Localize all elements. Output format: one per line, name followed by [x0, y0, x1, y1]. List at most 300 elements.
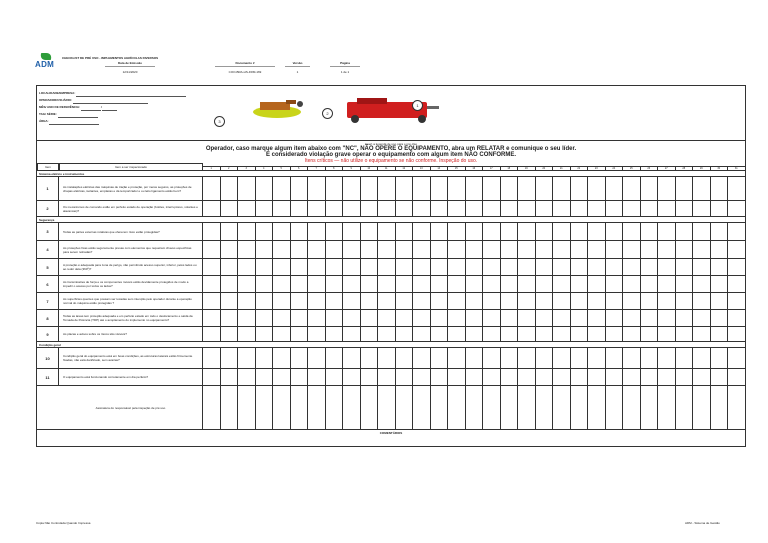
check-cell[interactable] — [588, 241, 606, 258]
check-cell[interactable] — [361, 327, 379, 341]
check-cell[interactable] — [343, 276, 361, 292]
check-cell[interactable] — [343, 310, 361, 326]
check-cell[interactable] — [431, 276, 449, 292]
check-cell[interactable] — [238, 348, 256, 368]
check-cell[interactable] — [623, 348, 641, 368]
check-cell[interactable] — [431, 369, 449, 385]
check-cell[interactable] — [256, 223, 274, 240]
check-cell[interactable] — [711, 241, 729, 258]
check-cell[interactable] — [571, 369, 589, 385]
check-cell[interactable] — [466, 276, 484, 292]
check-cell[interactable] — [396, 223, 414, 240]
check-cell[interactable] — [343, 177, 361, 200]
check-cell[interactable] — [676, 241, 694, 258]
check-cell[interactable] — [273, 348, 291, 368]
check-cell[interactable] — [658, 348, 676, 368]
signature-cell[interactable] — [588, 386, 606, 429]
check-cell[interactable] — [623, 177, 641, 200]
check-cell[interactable] — [693, 293, 711, 309]
check-cell[interactable] — [676, 276, 694, 292]
check-cell[interactable] — [641, 259, 659, 275]
check-cell[interactable] — [413, 276, 431, 292]
check-cell[interactable] — [641, 369, 659, 385]
signature-cell[interactable] — [221, 386, 239, 429]
check-cell[interactable] — [693, 223, 711, 240]
check-cell[interactable] — [501, 201, 519, 216]
check-cell[interactable] — [623, 310, 641, 326]
check-cell[interactable] — [693, 241, 711, 258]
check-cell[interactable] — [623, 293, 641, 309]
check-cell[interactable] — [728, 241, 746, 258]
check-cell[interactable] — [378, 310, 396, 326]
check-cell[interactable] — [641, 223, 659, 240]
check-cell[interactable] — [676, 259, 694, 275]
check-cell[interactable] — [431, 241, 449, 258]
check-cell[interactable] — [256, 310, 274, 326]
signature-cell[interactable] — [396, 386, 414, 429]
check-cell[interactable] — [571, 327, 589, 341]
check-cell[interactable] — [711, 310, 729, 326]
check-cell[interactable] — [413, 310, 431, 326]
check-cell[interactable] — [676, 201, 694, 216]
check-cell[interactable] — [256, 177, 274, 200]
check-cell[interactable] — [518, 327, 536, 341]
check-cell[interactable] — [308, 259, 326, 275]
check-cell[interactable] — [536, 259, 554, 275]
check-cell[interactable] — [606, 259, 624, 275]
check-cell[interactable] — [501, 177, 519, 200]
check-cell[interactable] — [571, 201, 589, 216]
check-cell[interactable] — [553, 369, 571, 385]
signature-cell[interactable] — [536, 386, 554, 429]
check-cell[interactable] — [518, 276, 536, 292]
signature-cell[interactable] — [291, 386, 309, 429]
check-cell[interactable] — [588, 201, 606, 216]
check-cell[interactable] — [221, 276, 239, 292]
signature-cell[interactable] — [238, 386, 256, 429]
check-cell[interactable] — [308, 348, 326, 368]
check-cell[interactable] — [606, 293, 624, 309]
check-cell[interactable] — [308, 293, 326, 309]
check-cell[interactable] — [693, 177, 711, 200]
check-cell[interactable] — [448, 241, 466, 258]
signature-cell[interactable] — [273, 386, 291, 429]
check-cell[interactable] — [501, 327, 519, 341]
check-cell[interactable] — [343, 369, 361, 385]
check-cell[interactable] — [658, 327, 676, 341]
check-cell[interactable] — [711, 201, 729, 216]
check-cell[interactable] — [728, 177, 746, 200]
check-cell[interactable] — [361, 276, 379, 292]
check-cell[interactable] — [623, 223, 641, 240]
check-cell[interactable] — [361, 177, 379, 200]
check-cell[interactable] — [641, 201, 659, 216]
field-area[interactable] — [39, 118, 186, 125]
check-cell[interactable] — [291, 259, 309, 275]
check-cell[interactable] — [711, 293, 729, 309]
check-cell[interactable] — [431, 177, 449, 200]
check-cell[interactable] — [553, 327, 571, 341]
signature-cell[interactable] — [728, 386, 746, 429]
check-cell[interactable] — [273, 177, 291, 200]
check-cell[interactable] — [466, 223, 484, 240]
check-cell[interactable] — [483, 259, 501, 275]
check-cell[interactable] — [238, 310, 256, 326]
check-cell[interactable] — [711, 327, 729, 341]
check-cell[interactable] — [448, 293, 466, 309]
check-cell[interactable] — [256, 293, 274, 309]
check-cell[interactable] — [623, 241, 641, 258]
check-cell[interactable] — [448, 348, 466, 368]
check-cell[interactable] — [641, 348, 659, 368]
signature-cell[interactable] — [606, 386, 624, 429]
check-cell[interactable] — [343, 259, 361, 275]
check-cell[interactable] — [413, 369, 431, 385]
check-cell[interactable] — [483, 241, 501, 258]
check-cell[interactable] — [658, 310, 676, 326]
check-cell[interactable] — [658, 293, 676, 309]
check-cell[interactable] — [291, 327, 309, 341]
check-cell[interactable] — [256, 276, 274, 292]
check-cell[interactable] — [308, 369, 326, 385]
check-cell[interactable] — [238, 177, 256, 200]
field-line[interactable] — [49, 124, 99, 125]
check-cell[interactable] — [431, 327, 449, 341]
check-cell[interactable] — [308, 327, 326, 341]
check-cell[interactable] — [553, 310, 571, 326]
check-cell[interactable] — [658, 276, 676, 292]
check-cell[interactable] — [623, 259, 641, 275]
check-cell[interactable] — [378, 177, 396, 200]
check-cell[interactable] — [483, 276, 501, 292]
check-cell[interactable] — [396, 177, 414, 200]
check-cell[interactable] — [483, 310, 501, 326]
check-cell[interactable] — [711, 276, 729, 292]
signature-cell[interactable] — [256, 386, 274, 429]
signature-cell[interactable] — [571, 386, 589, 429]
check-cell[interactable] — [623, 327, 641, 341]
check-cell[interactable] — [308, 276, 326, 292]
check-cell[interactable] — [221, 327, 239, 341]
check-cell[interactable] — [431, 201, 449, 216]
check-cell[interactable] — [378, 348, 396, 368]
field-operator[interactable] — [39, 97, 186, 104]
check-cell[interactable] — [203, 327, 221, 341]
check-cell[interactable] — [623, 369, 641, 385]
check-cell[interactable] — [203, 241, 221, 258]
check-cell[interactable] — [273, 310, 291, 326]
check-cell[interactable] — [658, 369, 676, 385]
check-cell[interactable] — [291, 201, 309, 216]
check-cell[interactable] — [466, 293, 484, 309]
check-cell[interactable] — [501, 310, 519, 326]
check-cell[interactable] — [483, 293, 501, 309]
check-cell[interactable] — [361, 310, 379, 326]
check-cell[interactable] — [658, 241, 676, 258]
check-cell[interactable] — [553, 276, 571, 292]
check-cell[interactable] — [641, 327, 659, 341]
check-cell[interactable] — [203, 276, 221, 292]
check-cell[interactable] — [571, 259, 589, 275]
check-cell[interactable] — [273, 201, 291, 216]
check-cell[interactable] — [326, 259, 344, 275]
check-cell[interactable] — [483, 201, 501, 216]
check-cell[interactable] — [396, 241, 414, 258]
check-cell[interactable] — [536, 369, 554, 385]
check-cell[interactable] — [448, 276, 466, 292]
check-cell[interactable] — [518, 310, 536, 326]
check-cell[interactable] — [256, 259, 274, 275]
check-cell[interactable] — [326, 348, 344, 368]
check-cell[interactable] — [326, 201, 344, 216]
check-cell[interactable] — [273, 293, 291, 309]
check-cell[interactable] — [588, 327, 606, 341]
check-cell[interactable] — [571, 310, 589, 326]
signature-cell[interactable] — [378, 386, 396, 429]
check-cell[interactable] — [606, 369, 624, 385]
check-cell[interactable] — [588, 348, 606, 368]
check-cell[interactable] — [256, 327, 274, 341]
check-cell[interactable] — [221, 223, 239, 240]
check-cell[interactable] — [326, 241, 344, 258]
check-cell[interactable] — [238, 223, 256, 240]
check-cell[interactable] — [221, 241, 239, 258]
signature-cell[interactable] — [658, 386, 676, 429]
check-cell[interactable] — [676, 177, 694, 200]
signature-cell[interactable] — [553, 386, 571, 429]
check-cell[interactable] — [343, 348, 361, 368]
check-cell[interactable] — [553, 259, 571, 275]
check-cell[interactable] — [273, 369, 291, 385]
check-cell[interactable] — [273, 276, 291, 292]
check-cell[interactable] — [448, 201, 466, 216]
check-cell[interactable] — [553, 348, 571, 368]
check-cell[interactable] — [641, 276, 659, 292]
check-cell[interactable] — [693, 310, 711, 326]
check-cell[interactable] — [326, 369, 344, 385]
check-cell[interactable] — [361, 348, 379, 368]
check-cell[interactable] — [291, 177, 309, 200]
check-cell[interactable] — [413, 259, 431, 275]
check-cell[interactable] — [466, 327, 484, 341]
check-cell[interactable] — [623, 276, 641, 292]
check-cell[interactable] — [483, 177, 501, 200]
check-cell[interactable] — [256, 201, 274, 216]
check-cell[interactable] — [518, 223, 536, 240]
check-cell[interactable] — [588, 223, 606, 240]
check-cell[interactable] — [238, 327, 256, 341]
check-cell[interactable] — [658, 177, 676, 200]
signature-cell[interactable] — [343, 386, 361, 429]
check-cell[interactable] — [203, 201, 221, 216]
field-tag[interactable] — [39, 111, 186, 118]
check-cell[interactable] — [483, 327, 501, 341]
check-cell[interactable] — [431, 293, 449, 309]
check-cell[interactable] — [378, 223, 396, 240]
field-location[interactable] — [39, 90, 186, 97]
check-cell[interactable] — [448, 310, 466, 326]
check-cell[interactable] — [536, 348, 554, 368]
check-cell[interactable] — [343, 241, 361, 258]
check-cell[interactable] — [326, 293, 344, 309]
check-cell[interactable] — [483, 223, 501, 240]
check-cell[interactable] — [606, 223, 624, 240]
check-cell[interactable] — [431, 223, 449, 240]
check-cell[interactable] — [396, 310, 414, 326]
check-cell[interactable] — [256, 348, 274, 368]
check-cell[interactable] — [606, 276, 624, 292]
check-cell[interactable] — [396, 293, 414, 309]
check-cell[interactable] — [728, 201, 746, 216]
check-cell[interactable] — [343, 327, 361, 341]
check-cell[interactable] — [238, 259, 256, 275]
check-cell[interactable] — [221, 259, 239, 275]
check-cell[interactable] — [361, 223, 379, 240]
check-cell[interactable] — [448, 327, 466, 341]
check-cell[interactable] — [571, 223, 589, 240]
check-cell[interactable] — [711, 348, 729, 368]
check-cell[interactable] — [606, 310, 624, 326]
check-cell[interactable] — [203, 348, 221, 368]
check-cell[interactable] — [728, 223, 746, 240]
check-cell[interactable] — [606, 241, 624, 258]
check-cell[interactable] — [518, 259, 536, 275]
check-cell[interactable] — [536, 276, 554, 292]
check-cell[interactable] — [588, 177, 606, 200]
check-cell[interactable] — [273, 223, 291, 240]
signature-cell[interactable] — [203, 386, 221, 429]
check-cell[interactable] — [343, 201, 361, 216]
signature-cell[interactable] — [361, 386, 379, 429]
check-cell[interactable] — [658, 223, 676, 240]
check-cell[interactable] — [553, 293, 571, 309]
check-cell[interactable] — [326, 327, 344, 341]
check-cell[interactable] — [291, 293, 309, 309]
check-cell[interactable] — [588, 310, 606, 326]
check-cell[interactable] — [431, 348, 449, 368]
check-cell[interactable] — [693, 327, 711, 341]
check-cell[interactable] — [536, 223, 554, 240]
check-cell[interactable] — [676, 348, 694, 368]
signature-cell[interactable] — [448, 386, 466, 429]
check-cell[interactable] — [466, 369, 484, 385]
check-cell[interactable] — [396, 327, 414, 341]
field-line[interactable] — [102, 110, 117, 111]
check-cell[interactable] — [536, 201, 554, 216]
check-cell[interactable] — [448, 223, 466, 240]
check-cell[interactable] — [641, 310, 659, 326]
check-cell[interactable] — [606, 177, 624, 200]
check-cell[interactable] — [221, 348, 239, 368]
check-cell[interactable] — [658, 201, 676, 216]
signature-cell[interactable] — [501, 386, 519, 429]
check-cell[interactable] — [308, 310, 326, 326]
check-cell[interactable] — [448, 259, 466, 275]
check-cell[interactable] — [536, 241, 554, 258]
check-cell[interactable] — [291, 348, 309, 368]
check-cell[interactable] — [501, 276, 519, 292]
check-cell[interactable] — [466, 348, 484, 368]
check-cell[interactable] — [238, 276, 256, 292]
check-cell[interactable] — [291, 276, 309, 292]
check-cell[interactable] — [588, 293, 606, 309]
check-cell[interactable] — [571, 177, 589, 200]
check-cell[interactable] — [536, 310, 554, 326]
check-cell[interactable] — [466, 310, 484, 326]
check-cell[interactable] — [571, 241, 589, 258]
check-cell[interactable] — [553, 223, 571, 240]
check-cell[interactable] — [273, 327, 291, 341]
check-cell[interactable] — [501, 293, 519, 309]
check-cell[interactable] — [676, 369, 694, 385]
field-month-year[interactable] — [39, 104, 186, 111]
check-cell[interactable] — [606, 201, 624, 216]
check-cell[interactable] — [203, 293, 221, 309]
check-cell[interactable] — [396, 369, 414, 385]
signature-cell[interactable] — [693, 386, 711, 429]
check-cell[interactable] — [588, 369, 606, 385]
check-cell[interactable] — [571, 276, 589, 292]
check-cell[interactable] — [361, 241, 379, 258]
signature-cell[interactable] — [466, 386, 484, 429]
signature-cell[interactable] — [308, 386, 326, 429]
check-cell[interactable] — [641, 293, 659, 309]
check-cell[interactable] — [203, 177, 221, 200]
check-cell[interactable] — [728, 259, 746, 275]
check-cell[interactable] — [221, 293, 239, 309]
check-cell[interactable] — [273, 259, 291, 275]
check-cell[interactable] — [711, 177, 729, 200]
check-cell[interactable] — [606, 348, 624, 368]
check-cell[interactable] — [361, 201, 379, 216]
check-cell[interactable] — [448, 177, 466, 200]
check-cell[interactable] — [606, 327, 624, 341]
check-cell[interactable] — [256, 241, 274, 258]
check-cell[interactable] — [238, 293, 256, 309]
check-cell[interactable] — [728, 327, 746, 341]
check-cell[interactable] — [221, 369, 239, 385]
check-cell[interactable] — [518, 241, 536, 258]
check-cell[interactable] — [396, 276, 414, 292]
check-cell[interactable] — [448, 369, 466, 385]
check-cell[interactable] — [536, 327, 554, 341]
check-cell[interactable] — [711, 223, 729, 240]
check-cell[interactable] — [273, 241, 291, 258]
check-cell[interactable] — [728, 293, 746, 309]
signature-cell[interactable] — [711, 386, 729, 429]
check-cell[interactable] — [343, 223, 361, 240]
check-cell[interactable] — [378, 276, 396, 292]
check-cell[interactable] — [361, 259, 379, 275]
signature-cell[interactable] — [483, 386, 501, 429]
check-cell[interactable] — [501, 369, 519, 385]
check-cell[interactable] — [658, 259, 676, 275]
check-cell[interactable] — [413, 223, 431, 240]
check-cell[interactable] — [378, 201, 396, 216]
signature-cell[interactable] — [623, 386, 641, 429]
check-cell[interactable] — [308, 177, 326, 200]
check-cell[interactable] — [203, 223, 221, 240]
comments-label[interactable]: COMENTÁRIOS — [379, 431, 403, 435]
check-cell[interactable] — [483, 348, 501, 368]
check-cell[interactable] — [553, 201, 571, 216]
check-cell[interactable] — [203, 259, 221, 275]
check-cell[interactable] — [536, 293, 554, 309]
check-cell[interactable] — [326, 177, 344, 200]
check-cell[interactable] — [326, 223, 344, 240]
check-cell[interactable] — [693, 348, 711, 368]
check-cell[interactable] — [378, 241, 396, 258]
